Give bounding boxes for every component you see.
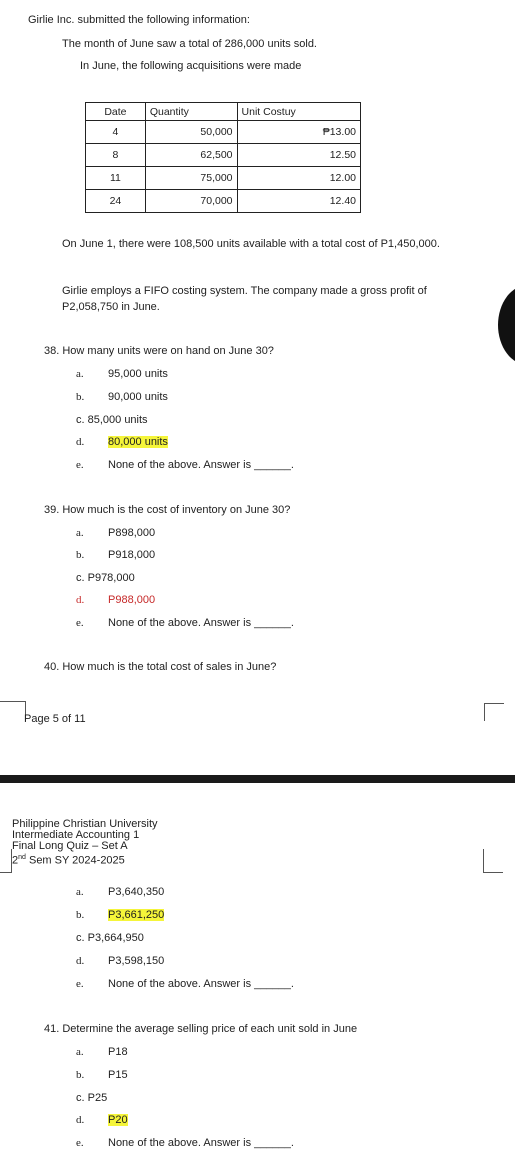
option-38a[interactable] — [76, 368, 168, 380]
option-letter: b. — [76, 549, 85, 561]
option-41b[interactable] — [76, 1069, 128, 1081]
acquisitions-table — [85, 102, 361, 213]
footer-corner-right — [484, 703, 504, 721]
option-41c[interactable]: c. P25 — [76, 1092, 108, 1104]
footer-corner-left — [0, 701, 26, 721]
question-38: 38. How many units were on hand on June 30? — [44, 345, 274, 357]
option-40e[interactable] — [76, 978, 294, 990]
option-letter: e. — [76, 617, 84, 629]
highlighted-answer: P3,661,250 — [108, 909, 165, 921]
course-name: Intermediate Accounting 1 — [12, 829, 140, 841]
intro-line-2: The month of June saw a total of 286,000 units sold. — [62, 38, 317, 50]
cell-date: 8 — [86, 144, 146, 167]
question-39: 39. How much is the cost of inventory on June 30? — [44, 504, 291, 516]
table-header-row — [86, 103, 361, 121]
table-row — [86, 190, 361, 213]
page-6 — [0, 783, 515, 1163]
option-41d[interactable] — [76, 1114, 128, 1126]
cell-date: 11 — [86, 167, 146, 190]
fifo-text-line-1: Girlie employs a FIFO costing system. The company made a gross profit of — [62, 285, 427, 297]
red-answer: P988,000 — [108, 594, 156, 606]
option-letter: d. — [76, 955, 85, 967]
cell-date: 4 — [86, 121, 146, 144]
cell-unit-cost: 12.50 — [237, 144, 360, 167]
option-38e[interactable] — [76, 459, 294, 471]
option-letter: d. — [76, 1114, 85, 1126]
intro-line-1: Girlie Inc. submitted the following information: — [28, 14, 250, 26]
option-39e[interactable] — [76, 617, 294, 629]
option-letter: b. — [76, 909, 85, 921]
option-38c[interactable]: c. 85,000 units — [76, 414, 148, 426]
cell-unit-cost: 12.00 — [237, 167, 360, 190]
option-38d[interactable] — [76, 436, 168, 448]
cell-quantity: 75,000 — [145, 167, 237, 190]
option-text: P3,598,150 — [108, 955, 165, 967]
option-text: None of the above. Answer is ______. — [108, 978, 294, 990]
option-letter: e. — [76, 459, 84, 471]
cell-unit-cost: ₱13.00 — [237, 121, 360, 144]
option-text: P898,000 — [108, 527, 156, 539]
fifo-text-line-2: P2,058,750 in June. — [62, 301, 160, 313]
option-letter: e. — [76, 978, 84, 990]
option-41e[interactable] — [76, 1137, 294, 1149]
option-text: P918,000 — [108, 549, 156, 561]
option-letter: e. — [76, 1137, 84, 1149]
header-quantity: Quantity — [145, 103, 237, 121]
option-41a[interactable] — [76, 1046, 128, 1058]
page-divider — [0, 775, 515, 783]
option-letter: d. — [76, 436, 85, 448]
option-text: 95,000 units — [108, 368, 168, 380]
cell-quantity: 70,000 — [145, 190, 237, 213]
page-number: Page 5 of 11 — [24, 713, 86, 725]
header-corner-left — [0, 849, 12, 873]
option-39a[interactable] — [76, 527, 155, 539]
semester-number: 2 — [12, 854, 19, 867]
option-letter: b. — [76, 391, 85, 403]
cell-unit-cost: 12.40 — [237, 190, 360, 213]
option-letter: d. — [76, 594, 85, 606]
option-40d[interactable] — [76, 955, 164, 967]
quiz-name: Final Long Quiz – Set A — [12, 840, 128, 852]
table-row — [86, 121, 361, 144]
option-40a[interactable] — [76, 886, 164, 898]
highlighted-answer: 80,000 units — [108, 436, 168, 448]
highlighted-answer: P20 — [108, 1114, 128, 1126]
question-40: 40. How much is the total cost of sales in June? — [44, 661, 277, 673]
page-header — [12, 819, 158, 867]
option-39b[interactable] — [76, 549, 155, 561]
option-letter: a. — [76, 886, 84, 898]
intro-line-3: In June, the following acquisitions were made — [80, 60, 302, 72]
option-letter: a. — [76, 1046, 84, 1058]
option-letter: a. — [76, 368, 84, 380]
option-letter: b. — [76, 1069, 85, 1081]
semester-suffix: nd — [18, 854, 26, 861]
semester-line — [12, 852, 158, 867]
option-text: None of the above. Answer is ______. — [108, 1137, 294, 1149]
table-row — [86, 144, 361, 167]
available-units-text: On June 1, there were 108,500 units available with a total cost of P1,450,000. — [62, 238, 440, 250]
header-unit-cost: Unit Costuy — [237, 103, 360, 121]
option-40b[interactable] — [76, 909, 164, 921]
option-text: 90,000 units — [108, 391, 168, 403]
option-text: P18 — [108, 1046, 128, 1058]
option-letter: a. — [76, 527, 84, 539]
option-40c[interactable]: c. P3,664,950 — [76, 932, 144, 944]
option-text: None of the above. Answer is ______. — [108, 459, 294, 471]
question-41: 41. Determine the average selling price of each unit sold in June — [44, 1023, 358, 1035]
cell-quantity: 50,000 — [145, 121, 237, 144]
table-row — [86, 167, 361, 190]
header-corner-right — [483, 849, 503, 873]
page-edge-shadow — [498, 285, 515, 365]
school-name: Philippine Christian University — [12, 818, 158, 830]
header-date: Date — [86, 103, 146, 121]
option-38b[interactable] — [76, 391, 168, 403]
option-text: None of the above. Answer is ______. — [108, 617, 294, 629]
option-39d[interactable] — [76, 594, 155, 606]
cell-date: 24 — [86, 190, 146, 213]
semester-text: Sem SY 2024-2025 — [25, 854, 125, 867]
option-39c[interactable]: c. P978,000 — [76, 572, 135, 584]
option-text: P3,640,350 — [108, 886, 165, 898]
option-text: P15 — [108, 1069, 128, 1081]
cell-quantity: 62,500 — [145, 144, 237, 167]
